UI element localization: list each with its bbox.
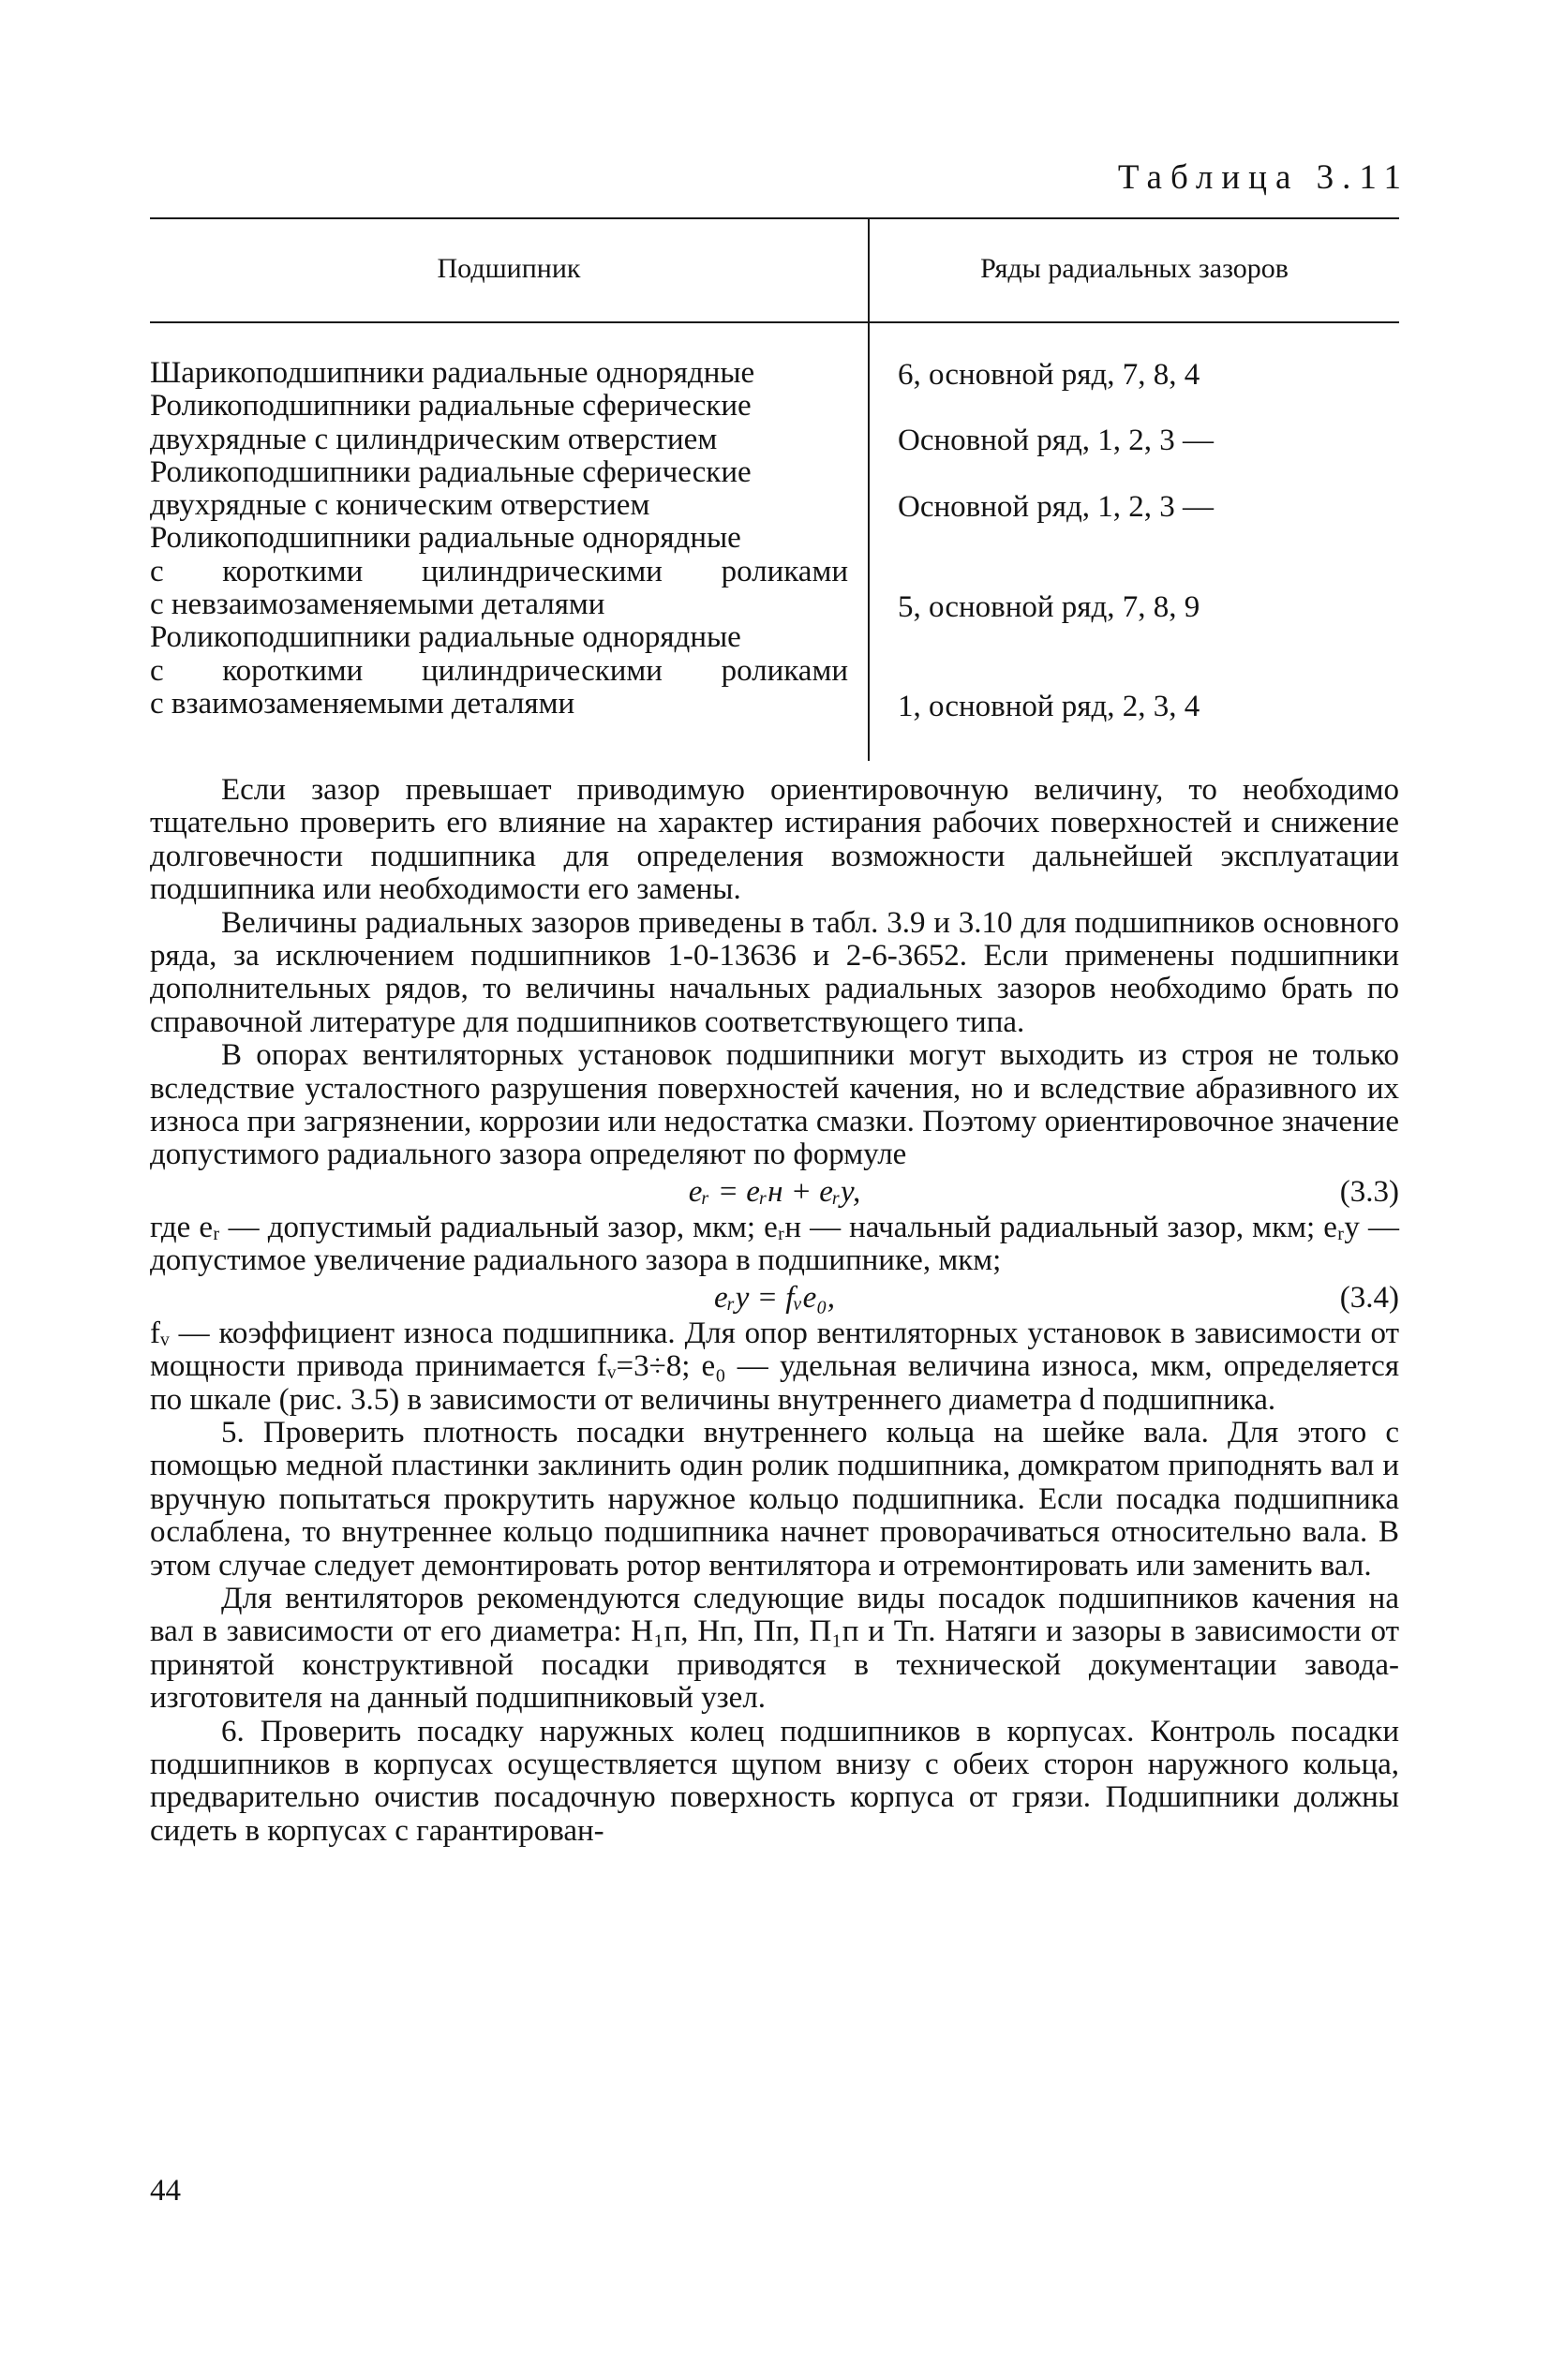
table-caption: Таблица 3.11: [1117, 158, 1409, 197]
paragraph: Величины радиальных зазоров приведены в табл. 3.9 и 3.10 для подшипников основного ряда, за исключением подшипников 1-0-13636 и 2-6-3652. Если применены подшипники дополнительных рядов, то величины начальных радиальных зазоров необходимо брать по справочной литературе для подшипников соответствующего типа.: [150, 905, 1399, 1039]
bearing-line: с короткими цилиндрическими роликами: [150, 653, 848, 688]
bearing-line: двухрядные с коническим отверстием: [150, 488, 650, 523]
formula-expression: eᵣ = eᵣн + eᵣу,: [688, 1174, 861, 1209]
bearing-line: с короткими цилиндрическими роликами: [150, 554, 848, 588]
page-number: 44: [150, 2174, 181, 2208]
formula-number: (3.4): [1339, 1280, 1399, 1315]
paragraph: Если зазор превышает приводимую ориентировочную величину, то необходимо тщательно проверить его влияние на характер истирания рабочих поверхностей и снижение долговечности подшипника для определения возможности дальнейшей эксплуатации подшипника или необходимости его замены.: [150, 773, 1399, 907]
bearing-line: с невзаимозаменяемыми деталями: [150, 588, 605, 622]
bearing-line: Роликоподшипники радиальные сферические: [150, 389, 752, 424]
table-bearing-column: [150, 357, 848, 721]
paragraph: fᵥ — коэффициент износа подшипника. Для опор вентиляторных установок в зависимости от мощности привода принимается fᵥ=3÷8; e₀ — удельная величина износа, мкм, определяется по шкале (рис. 3.5) в зависимости от величины внутреннего диаметра d подшипника.: [150, 1316, 1399, 1417]
table-header-rule: [150, 321, 1399, 323]
formula-3-4: [150, 1278, 1399, 1317]
formula-3-3: [150, 1172, 1399, 1212]
table-column-divider: [868, 217, 870, 761]
table-header-series: Ряды радиальных зазоров: [980, 253, 1289, 284]
bearing-line: Роликоподшипники радиальные однорядные: [150, 521, 741, 556]
paragraph: Для вентиляторов рекомендуются следующие виды посадок подшипников качения на вал в зависимости от его диаметра: Н₁п, Нп, Пп, П₁п и Тп. Натяги и зазоры в зависимости от принятой конструктивной посадки приводятся в технической документации завода-изготовителя на данный подшипниковый узел.: [150, 1581, 1399, 1716]
series-cell: Основной ряд, 1, 2, 3 —: [898, 490, 1215, 524]
bearing-line: Шарикоподшипники радиальные однорядные: [150, 356, 755, 390]
table-top-rule: [150, 217, 1399, 219]
formula-expression: eᵣу = fᵥe₀,: [714, 1280, 835, 1315]
body-text: [150, 774, 1399, 1848]
series-cell: 1, основной ряд, 2, 3, 4: [898, 690, 1200, 723]
bearing-line: с взаимозаменяемыми деталями: [150, 686, 575, 721]
table-header-bearing: Подшипник: [437, 253, 581, 284]
paragraph: 6. Проверить посадку наружных колец подшипников в корпусах. Контроль посадки подшипников в корпусах осуществляется щупом внизу с обеих сторон наружного кольца, предварительно очистив посадочную поверхность корпуса от грязи. Подшипники должны сидеть в корпусах с гарантирован-: [150, 1714, 1399, 1848]
paragraph: В опорах вентиляторных установок подшипники могут выходить из строя не только вследствие усталостного разрушения поверхностей качения, но и вследствие абразивного их износа при загрязнении, коррозии или недостатка смазки. Поэтому ориентировочное значение допустимого радиального зазора определяют по формуле: [150, 1038, 1399, 1172]
series-cell: 5, основной ряд, 7, 8, 9: [898, 590, 1200, 624]
paragraph: 5. Проверить плотность посадки внутреннего кольца на шейке вала. Для этого с помощью медной пластинки заклинить один ролик подшипника, домкратом приподнять вал и вручную попытаться прокрутить наружное кольцо подшипника. Если посадка подшипника ослаблена, то внутреннее кольцо подшипника начнет проворачиваться относительно вала. В этом случае следует демонтировать ротор вентилятора и отремонтировать или заменить вал.: [150, 1415, 1399, 1583]
bearing-line: Роликоподшипники радиальные однорядные: [150, 620, 741, 655]
formula-number: (3.3): [1339, 1174, 1399, 1209]
series-cell: 6, основной ряд, 7, 8, 4: [898, 358, 1200, 392]
bearing-line: двухрядные с цилиндрическим отверстием: [150, 422, 718, 456]
series-cell: Основной ряд, 1, 2, 3 —: [898, 424, 1215, 457]
bearing-line: Роликоподшипники радиальные сферические: [150, 454, 752, 489]
paragraph: где eᵣ — допустимый радиальный зазор, мкм; eᵣн — начальный радиальный зазор, мкм; eᵣу — допустимое увеличение радиального зазора в подшипнике, мкм;: [150, 1210, 1399, 1278]
